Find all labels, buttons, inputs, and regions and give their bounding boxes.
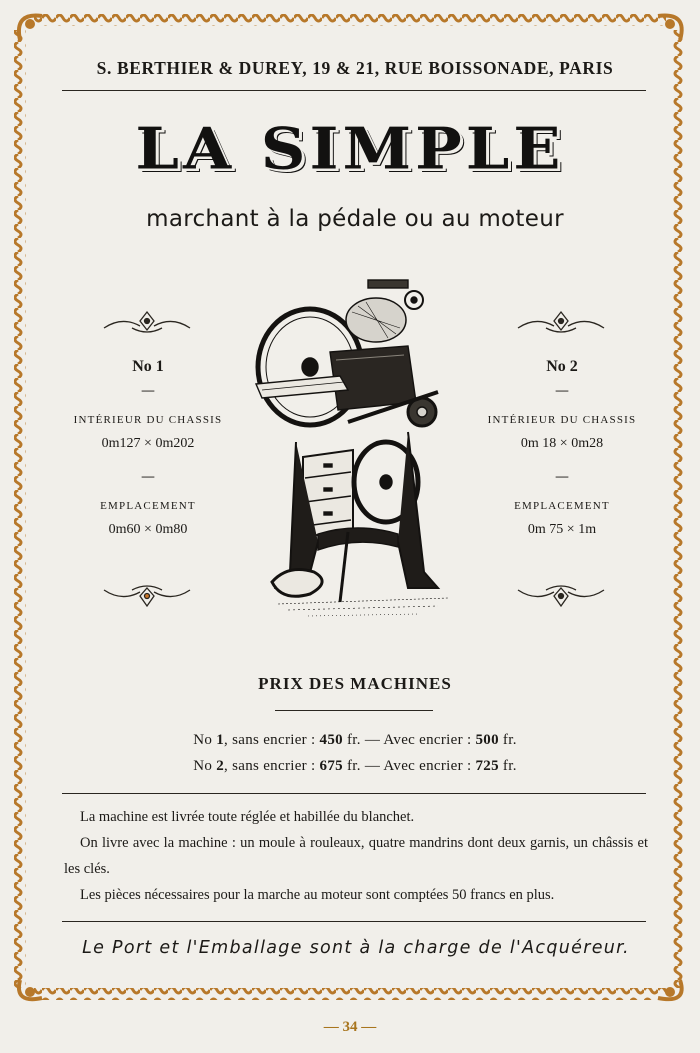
prices-heading: PRIX DES MACHINES [258,674,452,693]
separator-dash: — [141,383,155,399]
chassis-label: INTÉRIEUR DU CHASSIS [73,414,223,426]
price-without-inker: 675 [319,758,343,774]
price-text: fr. — Avec encrier : [342,732,476,748]
price-without-inker: 450 [319,732,343,748]
ornament-flourish-icon [516,582,606,610]
chassis-dimensions: 0m127 × 0m202 [101,436,195,451]
body-paragraph: On livre avec la machine : un moule à rouleaux, quatre mandrins dont deux garnis, un châssis et les clés. [64,835,648,877]
body-paragraphs [64,804,648,908]
price-text: fr. [498,758,517,774]
emplacement-label: EMPLACEMENT [100,500,196,512]
publisher-address: S. BERTHIER & DUREY, 19 & 21, RUE BOISSONADE, PARIS [96,58,614,78]
price-text: fr. [498,732,517,748]
prices-rule [275,710,433,711]
emplacement-dimensions: 0m 75 × 1m [527,522,597,537]
ornament-flourish-icon [102,308,192,336]
price-prefix: No [193,758,217,774]
separator-dash: — [141,469,155,485]
price-text: fr. — Avec encrier : [342,758,476,774]
price-text: , sans encrier : [224,732,320,748]
price-prefix: No [193,732,217,748]
printing-press-icon [248,272,463,632]
price-with-inker: 500 [475,732,499,748]
page-number: — 34 — [323,1019,377,1035]
section-rule [62,921,646,922]
chassis-label: INTÉRIEUR DU CHASSIS [487,414,637,426]
section-rule [62,793,646,794]
separator-dash: — [555,383,569,399]
body-paragraph: La machine est livrée toute réglée et habillée du blanchet. [80,809,415,825]
chassis-dimensions: 0m 18 × 0m28 [520,436,604,451]
model-number: 2 [216,758,225,774]
separator-dash: — [555,469,569,485]
price-line-no1 [100,732,610,749]
header-rule [62,90,646,91]
body-paragraph: Les pièces nécessaires pour la marche au moteur sont comptées 50 francs en plus. [80,887,555,903]
emplacement-label: EMPLACEMENT [514,500,610,512]
price-text: , sans encrier : [224,758,320,774]
spec-column-no1 [68,358,228,538]
page-subtitle: marchant à la pédale ou au moteur [146,206,564,232]
emplacement-dimensions: 0m60 × 0m80 [108,522,188,537]
page-title: LA SIMPLE [135,114,565,183]
ornament-flourish-icon [516,308,606,336]
spec-column-no2 [482,358,642,538]
ornament-flourish-icon [102,582,192,610]
model-number: No 1 [132,358,164,375]
shipping-note: Le Port et l'Emballage sont à la charge de l'Acquéreur. [82,938,630,958]
model-number: 1 [216,732,225,748]
model-number: No 2 [546,358,578,375]
price-line-no2 [100,758,610,775]
price-with-inker: 725 [475,758,499,774]
